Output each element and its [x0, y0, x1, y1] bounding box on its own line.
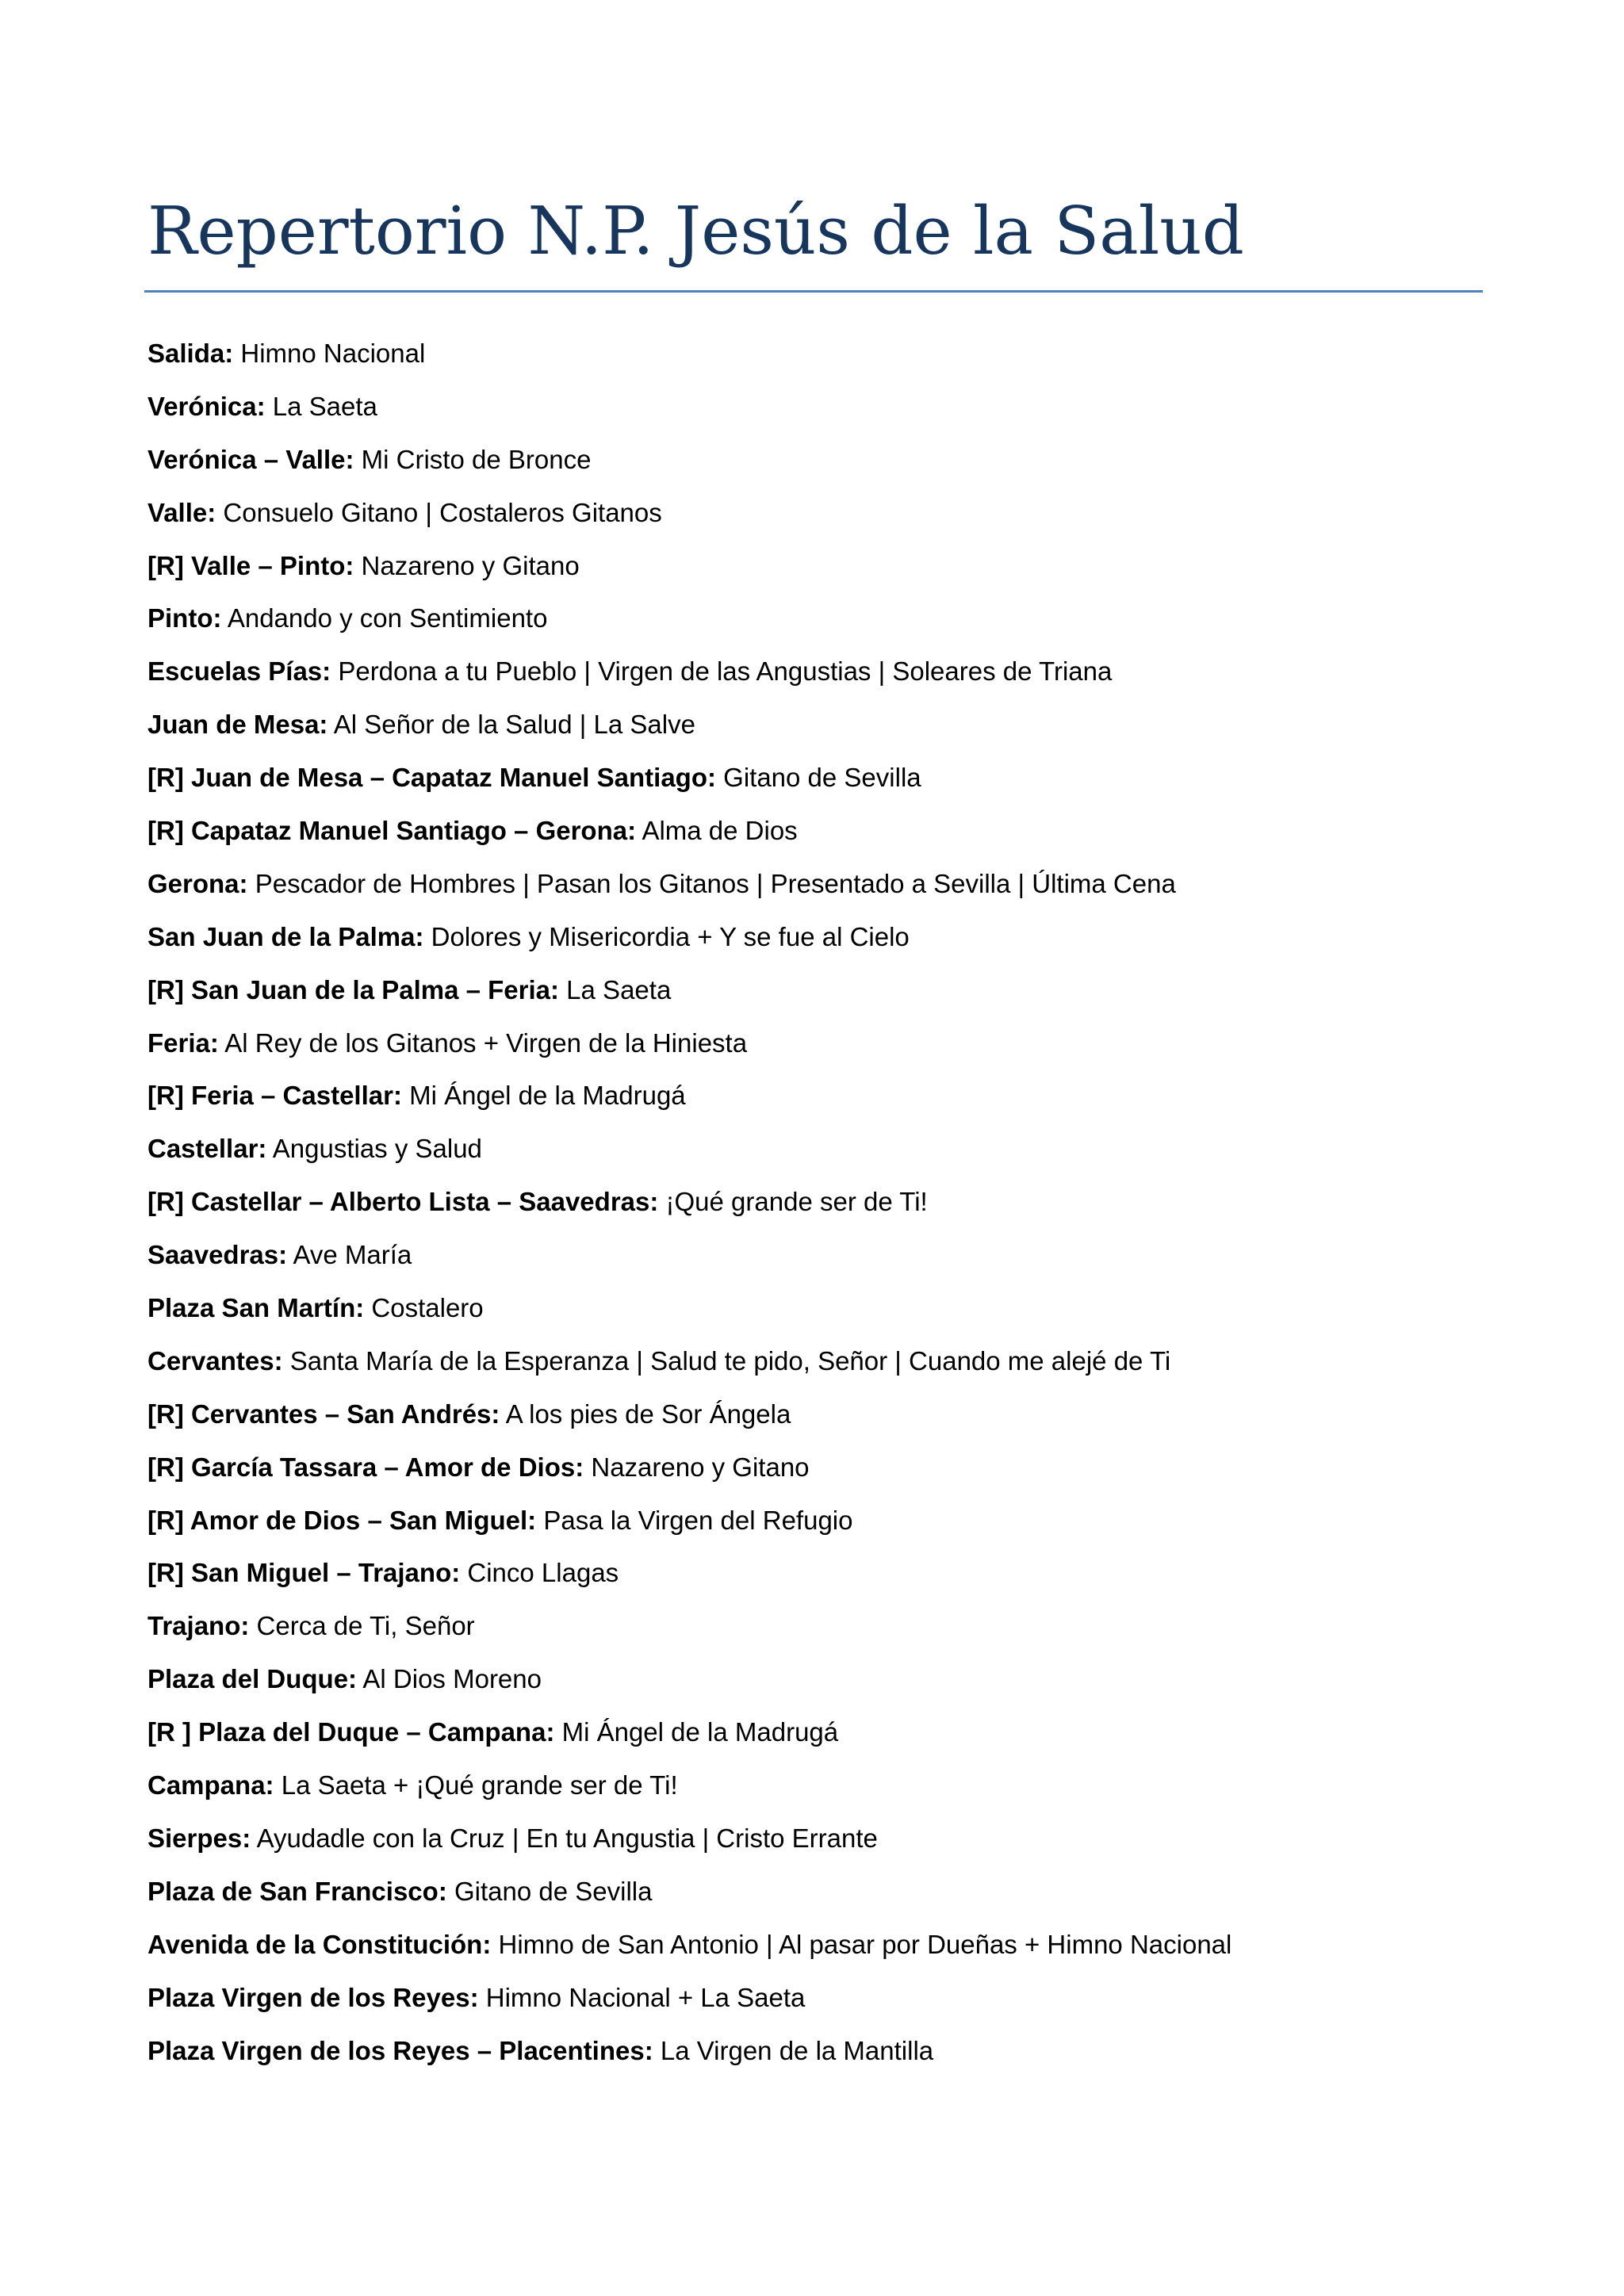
list-item	[147, 1923, 1231, 1976]
entry-pieces: Gitano de Sevilla	[715, 763, 921, 793]
entry-pieces: Dolores y Misericordia + Y se fue al Cielo	[423, 921, 910, 951]
entry-location: Plaza de San Francisco:	[147, 1876, 447, 1906]
list-item	[147, 1286, 1231, 1339]
entry-location: [R] Amor de Dios – San Miguel:	[147, 1505, 537, 1535]
list-item	[147, 1816, 1231, 1869]
list-item	[147, 756, 1231, 809]
entry-location: Juan de Mesa:	[147, 710, 328, 740]
entry-pieces: Alma de Dios	[636, 816, 798, 846]
entry-pieces: Perdona a tu Pueblo | Virgen de las Angustias | Soleares de Triana	[331, 656, 1113, 687]
entry-pieces: Himno Nacional + La Saeta	[478, 1982, 806, 2012]
entry-pieces: Santa María de la Esperanza | Salud te pido, Señor | Cuando me alejé de Ti	[282, 1345, 1171, 1376]
entry-pieces: La Saeta + ¡Qué grande ser de Ti!	[274, 1770, 678, 1800]
list-item	[147, 1498, 1231, 1552]
entry-location: Valle:	[147, 497, 216, 527]
entry-pieces: Consuelo Gitano | Costaleros Gitanos	[216, 497, 662, 527]
entry-pieces: Mi Cristo de Bronce	[354, 444, 592, 474]
list-item	[147, 649, 1231, 702]
entry-pieces: Himno de San Antonio | Al pasar por Dueñas + Himno Nacional	[491, 1929, 1232, 1959]
entry-pieces: Gitano de Sevilla	[446, 1876, 653, 1906]
entry-pieces: Al Rey de los Gitanos + Virgen de la Hiniesta	[218, 1027, 748, 1058]
entry-pieces: Costalero	[364, 1293, 484, 1323]
entry-location: Gerona:	[147, 868, 248, 898]
entry-location: Feria:	[147, 1027, 219, 1058]
entry-location: Pinto:	[147, 603, 222, 633]
entry-pieces: Nazareno y Gitano	[584, 1452, 810, 1482]
entry-location: Plaza San Martín:	[147, 1293, 365, 1323]
entry-location: Cervantes:	[147, 1345, 283, 1376]
list-item	[147, 862, 1231, 915]
list-item	[147, 2029, 1231, 2082]
list-item	[147, 1869, 1231, 1923]
list-item	[147, 1180, 1231, 1233]
entry-pieces: Ayudadle con la Cruz | En tu Angustia | Cristo Errante	[251, 1823, 878, 1853]
entry-location: [R] San Miguel – Trajano:	[147, 1558, 461, 1588]
entry-location: Plaza del Duque:	[147, 1664, 358, 1694]
list-item	[147, 596, 1231, 649]
entry-pieces: La Saeta	[265, 391, 377, 421]
repertoire-list	[147, 331, 1231, 2081]
list-item	[147, 544, 1231, 597]
entry-pieces: ¡Qué grande ser de Ti!	[658, 1187, 928, 1217]
entry-location: Plaza Virgen de los Reyes:	[147, 1982, 479, 2012]
entry-pieces: Pescador de Hombres | Pasan los Gitanos | Presentado a Sevilla | Última Cena	[247, 868, 1176, 898]
title-underline	[144, 290, 1483, 293]
entry-pieces: Cinco Llagas	[460, 1558, 619, 1588]
entry-location: Sierpes:	[147, 1823, 251, 1853]
entry-pieces: Andando y con Sentimiento	[221, 603, 548, 633]
entry-location: Escuelas Pías:	[147, 656, 331, 687]
entry-location: [R] Feria – Castellar:	[147, 1081, 402, 1111]
list-item	[147, 1339, 1231, 1392]
list-item	[147, 968, 1231, 1021]
list-item	[147, 1710, 1231, 1763]
list-item	[147, 438, 1231, 491]
entry-pieces: Angustias y Salud	[266, 1134, 482, 1164]
entry-location: [R ] Plaza del Duque – Campana:	[147, 1717, 555, 1747]
list-item	[147, 1976, 1231, 2029]
list-item	[147, 1604, 1231, 1657]
entry-location: Plaza Virgen de los Reyes – Placentines:	[147, 2035, 653, 2065]
entry-pieces: La Saeta	[559, 974, 672, 1004]
entry-pieces: Pasa la Virgen del Refugio	[536, 1505, 853, 1535]
list-item	[147, 1021, 1231, 1074]
entry-location: Salida:	[147, 339, 234, 368]
entry-pieces: Al Señor de la Salud | La Salve	[327, 710, 695, 740]
entry-location: Saavedras:	[147, 1240, 288, 1270]
entry-pieces: Mi Ángel de la Madrugá	[554, 1717, 839, 1747]
entry-pieces: Al Dios Moreno	[357, 1664, 542, 1694]
list-item	[147, 702, 1231, 756]
entry-location: [R] Capataz Manuel Santiago – Gerona:	[147, 816, 637, 846]
list-item	[147, 1392, 1231, 1445]
list-item	[147, 1127, 1231, 1180]
entry-location: San Juan de la Palma:	[147, 921, 424, 951]
list-item	[147, 491, 1231, 544]
list-item	[147, 385, 1231, 438]
entry-location: [R] San Juan de la Palma – Feria:	[147, 974, 560, 1004]
entry-location: Verónica – Valle:	[147, 444, 354, 474]
entry-pieces: Nazareno y Gitano	[354, 550, 580, 580]
page-title: Repertorio N.P. Jesús de la Salud	[147, 193, 1244, 270]
entry-pieces: La Virgen de la Mantilla	[653, 2035, 934, 2065]
entry-location: [R] Cervantes – San Andrés:	[147, 1399, 500, 1429]
list-item	[147, 1657, 1231, 1710]
entry-location: Campana:	[147, 1770, 274, 1800]
entry-location: Castellar:	[147, 1134, 267, 1164]
entry-location: Avenida de la Constitución:	[147, 1929, 492, 1959]
entry-location: [R] Juan de Mesa – Capataz Manuel Santiago:	[147, 763, 716, 793]
list-item	[147, 1233, 1231, 1286]
entry-location: [R] Valle – Pinto:	[147, 550, 354, 580]
entry-location: Trajano:	[147, 1611, 250, 1641]
list-item	[147, 1445, 1231, 1498]
entry-location: Verónica:	[147, 391, 266, 421]
entry-pieces: Ave María	[287, 1240, 412, 1270]
list-item	[147, 331, 1231, 385]
entry-pieces: A los pies de Sor Ángela	[500, 1399, 791, 1429]
entry-pieces: Himno Nacional	[233, 339, 426, 368]
list-item	[147, 1073, 1231, 1127]
list-item	[147, 1551, 1231, 1604]
entry-pieces: Mi Ángel de la Madrugá	[401, 1081, 686, 1111]
entry-pieces: Cerca de Ti, Señor	[249, 1611, 475, 1641]
list-item	[147, 809, 1231, 862]
list-item	[147, 915, 1231, 968]
entry-location: [R] García Tassara – Amor de Dios:	[147, 1452, 584, 1482]
list-item	[147, 1763, 1231, 1816]
entry-location: [R] Castellar – Alberto Lista – Saavedras:	[147, 1187, 659, 1217]
